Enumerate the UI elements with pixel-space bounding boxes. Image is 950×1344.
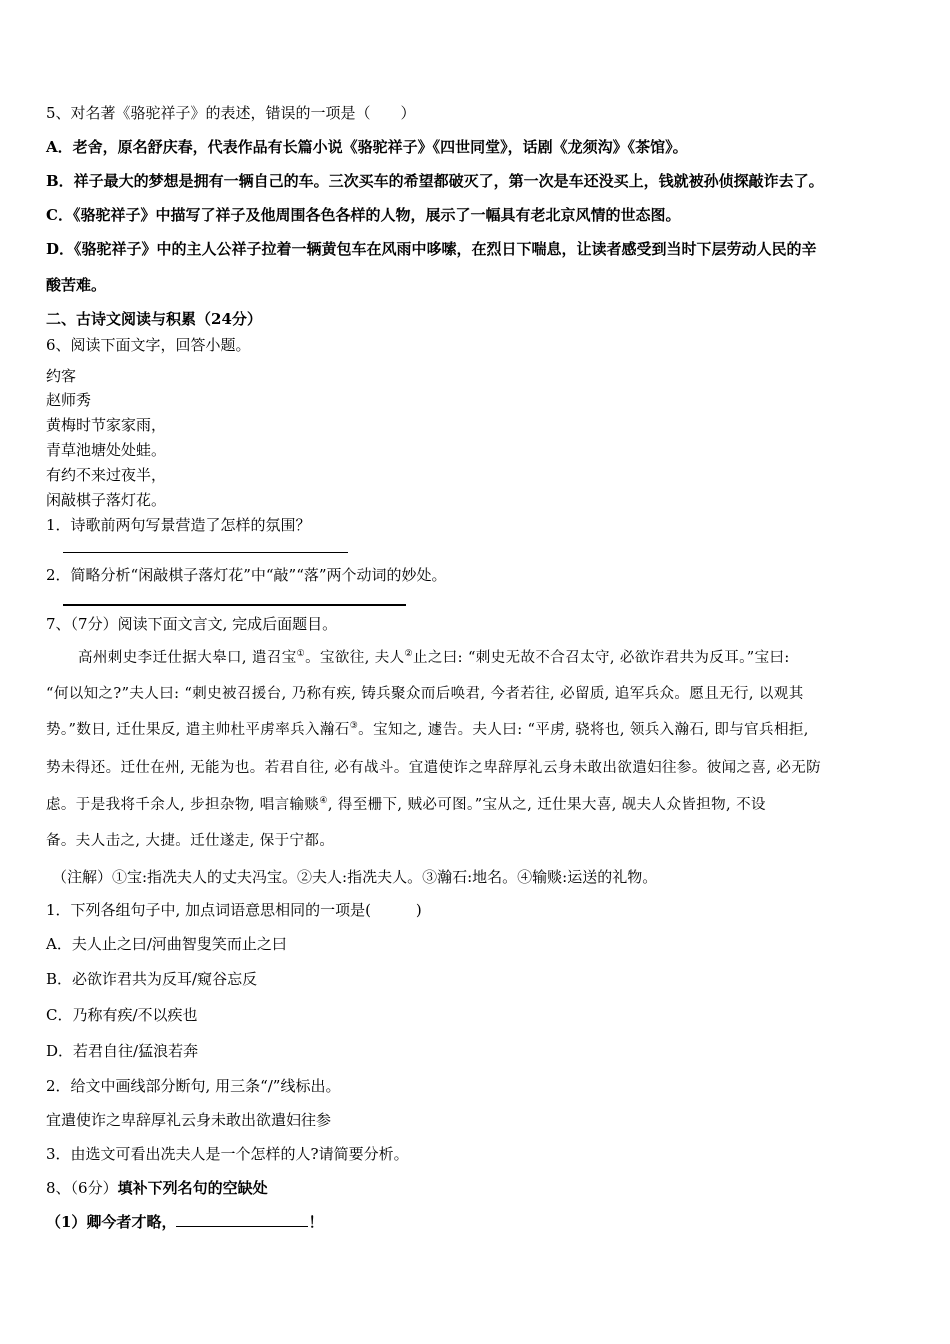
poem-author: 赵师秀 bbox=[46, 391, 92, 409]
q7-sub2-text: 宜遣使诈之卑辞厚礼云身未敢出欲遣妇往参 bbox=[46, 1111, 332, 1129]
q6-sub2: 2．简略分析“闲敲棋子落灯花”中“敲”“落”两个动词的妙处。 bbox=[46, 566, 447, 584]
poem-line: 青草池塘处处蛙。 bbox=[46, 441, 167, 459]
poem-line: 闲敲棋子落灯花。 bbox=[46, 491, 167, 509]
q5-option-c: C．《骆驼祥子》中描写了祥子及他周围各色各样的人物，展示了一幅具有老北京风情的世态图。 bbox=[46, 206, 681, 224]
passage-line: 备。夫人击之, 大捷。迁仕遂走, 保于宁都。 bbox=[46, 833, 335, 849]
q7-option-b: B．必欲诈君共为反耳/窥谷忘反 bbox=[46, 970, 258, 988]
answer-line[interactable] bbox=[63, 604, 406, 606]
q6-stem: 6、阅读下面文字，回答小题。 bbox=[46, 336, 251, 354]
q5-option-d: D．《骆驼祥子》中的主人公祥子拉着一辆黄包车在风雨中哆嗦，在烈日下喘息，让读者感受到当时下层劳动人民的辛 bbox=[46, 240, 817, 258]
q7-sub1: 1．下列各组句子中, 加点词语意思相同的一项是( ) bbox=[46, 901, 422, 919]
passage-line: 势未得还。迁仕在州, 无能为也。若君自往, 必有战斗。宜遣使诈之卑辞厚礼云身未敢出欲遣妇往参。彼闻之喜, 必无防 bbox=[46, 760, 822, 776]
q7-option-d: D．若君自往/猛浪若奔 bbox=[46, 1042, 199, 1060]
passage-line: 势。”数日, 迁仕果反, 遣主帅杜平虏率兵入瀚石③。宝知之, 遽告。夫人曰: “平虏, 骁将也, 领兵入瀚石, 即与官兵相拒, bbox=[46, 721, 809, 738]
q7-sub2: 2．给文中画线部分断句, 用三条“/”线标出。 bbox=[46, 1077, 341, 1095]
q8-stem: 8、（6分）填补下列名句的空缺处 bbox=[46, 1179, 268, 1197]
q5-option-b: B．祥子最大的梦想是拥有一辆自己的车。三次买车的希望都破灭了，第一次是车还没买上，钱就被孙侦探敲诈去了。 bbox=[46, 172, 824, 190]
footnote-mark: ① bbox=[296, 649, 306, 660]
section-2-heading: 二、古诗文阅读与积累（24分） bbox=[46, 310, 262, 328]
answer-line[interactable] bbox=[63, 552, 348, 553]
q7-option-c: C．乃称有疾/不以疾也 bbox=[46, 1006, 198, 1024]
q7-sub3: 3．由选文可看出冼夫人是一个怎样的人?请简要分析。 bbox=[46, 1145, 409, 1163]
footnote-mark: ③ bbox=[349, 721, 359, 732]
passage-line: 虑。于是我将千余人, 步担杂物, 唱言输赕④, 得至栅下, 贼必可图。”宝从之, 迁仕果大喜, 觇夫人众皆担物, 不设 bbox=[46, 796, 766, 813]
passage-line: 高州刺史李迁仕据大皋口, 遣召宝①。宝欲往, 夫人②止之曰: “刺史无故不合召太守, 必欲诈君共为反耳。”宝曰: bbox=[78, 649, 790, 666]
q5-option-a: A．老舍，原名舒庆春，代表作品有长篇小说《骆驼祥子》《四世同堂》，话剧《龙须沟》《茶馆》。 bbox=[46, 138, 688, 156]
footnote-mark: ④ bbox=[319, 796, 328, 807]
q8-item-1: （1）卿今者才略， ！ bbox=[46, 1213, 324, 1231]
poem-title: 约客 bbox=[46, 367, 77, 385]
q7-stem: 7、（7分）阅读下面文言文, 完成后面题目。 bbox=[46, 615, 338, 633]
q5-option-d-cont: 酸苦难。 bbox=[46, 276, 107, 294]
q6-sub1: 1．诗歌前两句写景营造了怎样的氛围？ bbox=[46, 516, 311, 534]
q5-stem: 5、对名著《骆驼祥子》的表述，错误的一项是（ ） bbox=[46, 104, 416, 122]
passage-line: “何以知之?”夫人曰: “刺史被召援台, 乃称有疾, 铸兵聚众而后唤君, 今者若往, 必留质, 追军兵众。愿且无行, 以观其 bbox=[46, 686, 804, 702]
poem-line: 黄梅时节家家雨， bbox=[46, 416, 167, 434]
q7-notes: （注解）①宝:指冼夫人的丈夫冯宝。②夫人:指冼夫人。③瀚石:地名。④输赕:运送的礼物。 bbox=[52, 868, 658, 886]
q7-option-a: A．夫人止之曰/河曲智叟笑而止之曰 bbox=[46, 935, 287, 953]
poem-line: 有约不来过夜半， bbox=[46, 466, 167, 484]
fill-blank[interactable] bbox=[176, 1212, 308, 1227]
footnote-mark: ② bbox=[404, 649, 413, 660]
